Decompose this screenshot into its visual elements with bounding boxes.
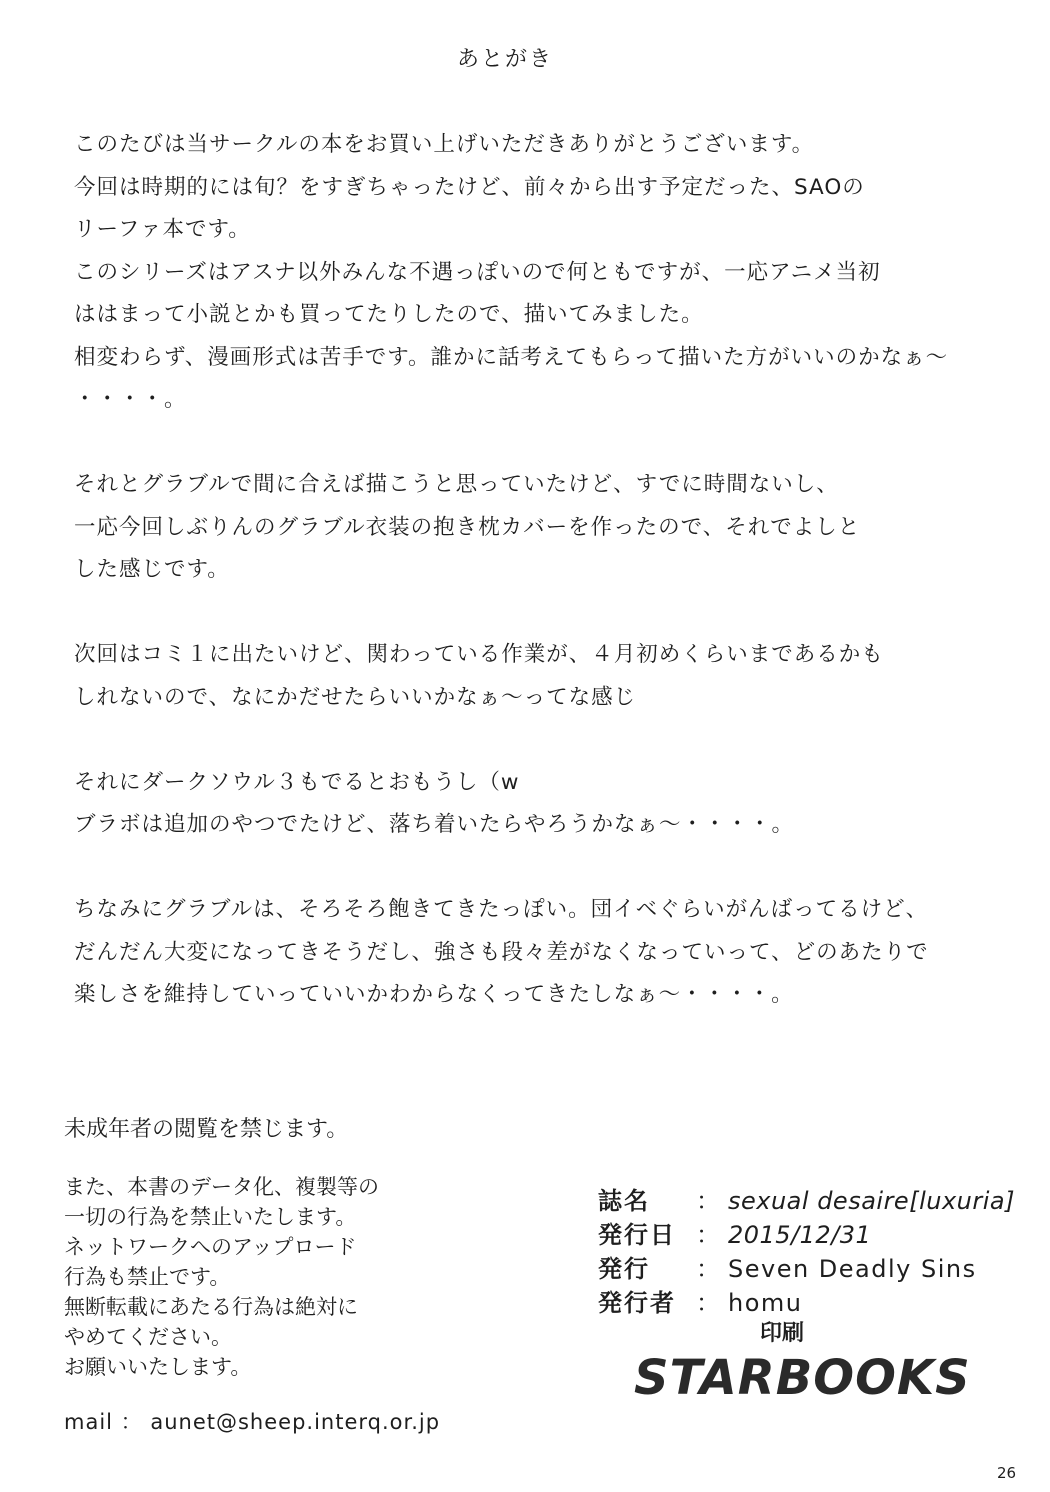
body-line: リーファ本です。 (74, 217, 251, 242)
colophon-row-publisher (598, 1252, 1015, 1286)
page-number: 26 (997, 1464, 1017, 1482)
copyright-notice (64, 1172, 379, 1382)
page-title: あとがき (456, 47, 553, 72)
colophon (598, 1184, 1015, 1320)
colophon-row-author (598, 1286, 1015, 1320)
colophon-separator: ： (696, 1289, 720, 1317)
body-line: 今回は時期的には旬？をすぎちゃったけど、前々から出す予定だった、SAOの (74, 174, 865, 200)
colophon-value: sexual desaire[luxuria] (728, 1187, 1015, 1215)
body-line: だんだん大変になってきそうだし、強さも段々差がなくなっていって、どのあたりで (74, 939, 929, 965)
colophon-value: homu (728, 1289, 803, 1317)
body-line: それとグラブルで間に合えば描こうと思っていたけど、すでに時間ないし、 (74, 472, 839, 497)
body-line: 楽しさを維持していっていいかわからなくってきたしなぁ～・・・・。 (74, 982, 794, 1007)
printer-logo: STARBOOKS (634, 1350, 971, 1406)
colophon-separator: ： (696, 1187, 720, 1215)
body-line: 相変わらず、漫画形式は苦手です。誰かに話考えてもらって描いた方がいいのかなぁ～ (74, 344, 949, 370)
body-line: ブラボは追加のやつでたけど、落ち着いたらやろうかなぁ～・・・・。 (74, 812, 795, 837)
body-line: ・・・・。 (74, 387, 187, 412)
body-line (74, 592, 948, 635)
notice-line: 無断転載にあたる行為は絶対に (64, 1295, 358, 1319)
body-line: このシリーズはアスナ以外みんな不遇っぽいので何ともですが、一応アニメ当初 (74, 259, 881, 285)
body-line (74, 847, 948, 890)
colophon-label: 発行日 (598, 1221, 676, 1249)
notice-line: 行為も禁止です。 (64, 1265, 231, 1289)
body-line: 次回はコミ１に出たいけど、関わっている作業が、４月初めくらいまであるかも (74, 642, 884, 667)
body-line: した感じです。 (74, 557, 230, 582)
colophon-label: 発行者 (598, 1289, 676, 1317)
afterword-body (74, 124, 948, 1017)
colophon-label: 発行 (598, 1255, 650, 1283)
colophon-label: 誌名 (598, 1187, 650, 1215)
colophon-row-date (598, 1218, 1015, 1252)
body-line: 一応今回しぶりんのグラブル衣装の抱き枕カバーを作ったので、それでよしと (74, 514, 861, 540)
colophon-separator: ： (696, 1255, 720, 1283)
body-line (74, 422, 948, 465)
notice-line: 一切の行為を禁止いたします。 (64, 1205, 357, 1229)
print-label: 印刷 (760, 1321, 805, 1346)
notice-line: お願いいたします。 (64, 1355, 252, 1379)
body-line: このたびは当サークルの本をお買い上げいただきありがとうございます。 (74, 132, 815, 157)
contact-mail: mail ： aunet@sheep.interq.or.jp (64, 1410, 441, 1434)
notice-line: また、本書のデータ化、複製等の (64, 1175, 379, 1199)
colophon-row-title (598, 1184, 1015, 1218)
body-line: ちなみにグラブルは、そろそろ飽きてきたっぽい。団イベぐらいがんばってるけど、 (74, 897, 929, 922)
body-line: それにダークソウル３もでるとおもうし（w (74, 769, 520, 795)
body-line (74, 719, 948, 762)
age-restriction-notice: 未成年者の閲覧を禁じます。 (64, 1117, 349, 1142)
colophon-value: Seven Deadly Sins (728, 1255, 977, 1283)
notice-line: ネットワークへのアップロード (64, 1235, 357, 1259)
colophon-value: 2015/12/31 (728, 1221, 872, 1249)
notice-line: やめてください。 (64, 1325, 232, 1349)
colophon-separator: ： (696, 1221, 720, 1249)
body-line: ははまって小説とかも買ってたりしたので、描いてみました。 (74, 302, 704, 327)
body-line: しれないので、なにかだせたらいいかなぁ～ってな感じ (74, 684, 637, 710)
